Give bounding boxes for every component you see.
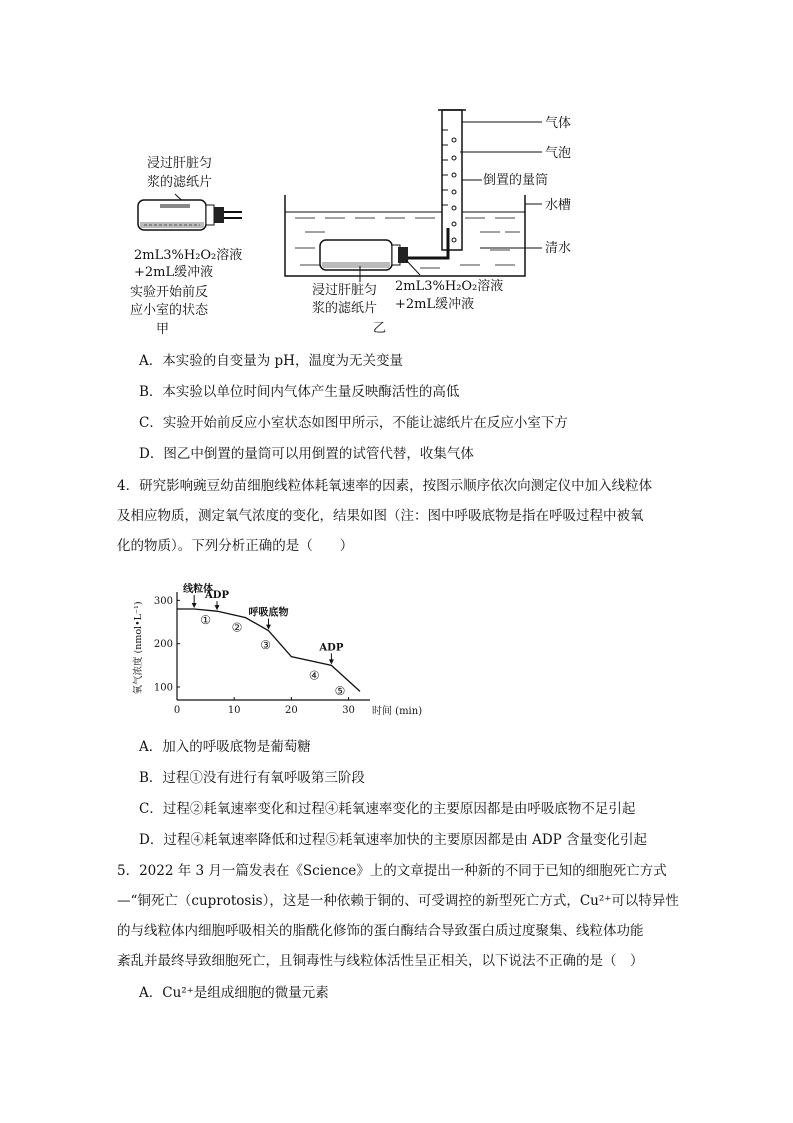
x-tick-label: 20 <box>285 705 298 716</box>
q5-stem-line-3: 的与线粒体内细胞呼吸相关的脂酰化修饰的蛋白酶结合导致蛋白质过度聚集、线粒体功能 <box>117 923 644 939</box>
jia-caption-3: 甲 <box>156 322 170 337</box>
x-tick-label: 30 <box>342 705 355 716</box>
annotation-arrowhead <box>192 603 197 608</box>
annotation-arrowhead <box>266 625 271 630</box>
q5-stem-line-1: 5．2022 年 3 月一篇发表在《Science》上的文章提出一种新的不同于已知的细胞死亡方式 <box>117 863 667 879</box>
jia-caption-2: 应小室的状态 <box>130 303 209 318</box>
stage-label: ② <box>231 620 243 635</box>
y-tick-label: 200 <box>153 639 173 651</box>
q4-option-c: C．过程②耗氧速率变化和过程④耗氧速率变化的主要原因都是由呼吸底物不足引起 <box>139 801 636 817</box>
q4-option-b: B．过程①没有进行有氧呼吸第三阶段 <box>139 770 365 786</box>
jia-label-paper-1: 浸过肝脏匀 <box>147 156 213 171</box>
annotation-arrowhead <box>215 605 220 610</box>
stage-label: ⑤ <box>334 684 346 699</box>
q4-stem-line-1: 4．研究影响豌豆幼苗细胞线粒体耗氧速率的因素，按图示顺序依次向测定仪中加入线粒体 <box>117 478 653 494</box>
q5-stem-line-2: —“铜死亡（cuprotosis），这是一种依赖于铜的、可受调控的新型死亡方式，Cu²⁺可以特异性 <box>117 893 679 909</box>
yi-label-cylinder: 倒置的量筒 <box>483 173 549 188</box>
x-tick-label: 10 <box>227 705 241 716</box>
jia-caption-1: 实验开始前反 <box>130 285 209 300</box>
x-axis-label: 时间 (min) <box>372 706 423 717</box>
stage-label: ③ <box>260 638 272 653</box>
yi-label-water: 清水 <box>545 241 572 256</box>
yi-solution-1: 2mL3%H₂O₂溶液 <box>395 279 504 294</box>
yi-label-paper-2: 浆的滤纸片 <box>312 301 378 316</box>
yi-caption: 乙 <box>373 321 387 336</box>
q3-option-d: D．图乙中倒置的量筒可以用倒置的试管代替，收集气体 <box>139 446 474 462</box>
annotation-label: 呼吸底物 <box>248 607 289 619</box>
q4-stem-line-3: 化的物质）。下列分析正确的是（ ） <box>117 538 354 554</box>
yi-label-gas: 气体 <box>545 116 572 131</box>
jia-reaction-chamber-drawing <box>130 192 250 242</box>
annotation-label: ADP <box>319 642 344 654</box>
y-tick-label: 300 <box>153 595 173 607</box>
jia-solution-1: 2mL3%H₂O₂溶液 <box>134 248 243 263</box>
q5-option-a: A．Cu²⁺是组成细胞的微量元素 <box>139 985 329 1001</box>
q3-option-c: C．实验开始前反应小室状态如图甲所示，不能让滤纸片在反应小室下方 <box>139 415 568 431</box>
yi-label-tank: 水槽 <box>545 198 572 213</box>
x-tick-label: 0 <box>173 705 181 716</box>
y-tick-label: 100 <box>153 682 173 694</box>
stage-label: ④ <box>308 668 320 683</box>
yi-label-paper-1: 浸过肝脏匀 <box>312 283 378 298</box>
q4-option-a: A．加入的呼吸底物是葡萄糖 <box>139 739 311 755</box>
q4-option-d: D．过程④耗氧速率降低和过程⑤耗氧速率加快的主要原因都是由 ADP 含量变化引起 <box>139 832 648 848</box>
q4-stem-line-2: 及相应物质，测定氧气浓度的变化，结果如图（注：图中呼吸底物是指在呼吸过程中被氧 <box>117 508 644 524</box>
yi-label-bubble: 气泡 <box>545 146 572 161</box>
y-axis-label: 氧气浓度 (nmol•L⁻¹) <box>133 601 144 695</box>
annotation-label: 线粒体 <box>183 584 214 595</box>
jia-label-paper-2: 浆的滤纸片 <box>147 175 213 190</box>
jia-solution-2: +2mL缓冲液 <box>134 265 214 280</box>
q3-option-b: B．本实验以单位时间内气体产生量反映酶活性的高低 <box>139 384 460 400</box>
stage-label: ① <box>200 613 211 628</box>
oxygen-concentration-chart <box>125 578 425 718</box>
yi-solution-2: +2mL缓冲液 <box>395 297 475 312</box>
annotation-arrowhead <box>329 659 334 664</box>
annotation-label: ADP <box>205 590 230 602</box>
q3-option-a: A．本实验的自变量为 pH，温度为无关变量 <box>139 353 403 369</box>
q5-stem-line-4: 紊乱并最终导致细胞死亡，且铜毒性与线粒体活性呈正相关，以下说法不正确的是（ ） <box>117 953 644 969</box>
